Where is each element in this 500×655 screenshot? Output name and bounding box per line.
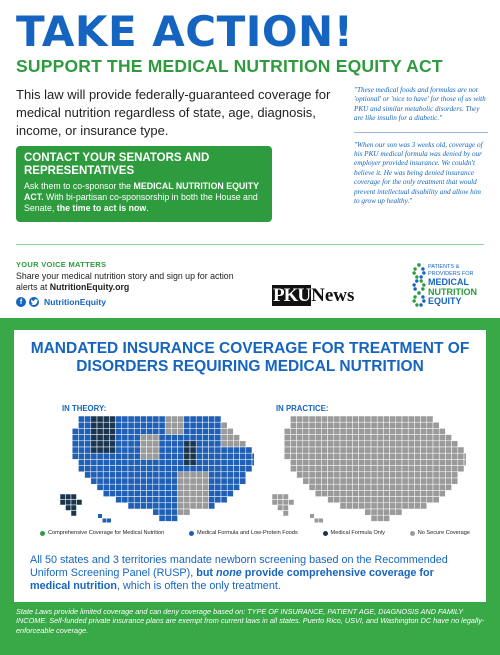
voice-text-body: Share your medical nutrition story and sign up for action alerts at xyxy=(16,271,234,292)
legend-dot-formula-lowprotein xyxy=(189,531,194,536)
legend-dot-formula-only xyxy=(323,531,328,536)
quote-1: "These medical foods and formulas are not 'optional' or 'nice to have' for those of us with PKU and similar metabolic disorders. They are like insulin for a diabetic." xyxy=(354,86,486,123)
your-voice-section xyxy=(16,260,252,307)
legend-label-no-coverage: No Secure Coverage xyxy=(417,530,470,536)
legend-label-comprehensive: Comprehensive Coverage for Medical Nutrition xyxy=(48,530,165,536)
twitter-icon[interactable] xyxy=(29,297,39,307)
legend-label-formula-only: Medical Formula Only xyxy=(330,530,385,536)
facebook-icon[interactable]: f xyxy=(16,297,26,307)
map-legend xyxy=(40,530,470,536)
cta-body-text-3: . xyxy=(146,203,149,213)
coverage-card xyxy=(14,330,486,602)
page-subtitle: SUPPORT THE MEDICAL NUTRITION EQUITY ACT xyxy=(16,56,443,76)
legend-item-comprehensive xyxy=(40,530,164,536)
pp-line-2: PROVIDERS FOR xyxy=(428,270,474,277)
coverage-body-2: , which is often the only treatment. xyxy=(116,580,281,592)
cta-body-text-1: Ask them to co-sponsor the xyxy=(24,181,134,191)
helix-icon xyxy=(410,262,428,308)
voice-label: YOUR VOICE MATTERS xyxy=(16,260,107,269)
quote-2: "When our son was 3 weeks old, coverage of his PKU medical formula was denied by our employer provided insurance. We couldn't believe it. He was being denied insurance coverage for the only treatment that would prevent intellectual disability and allow him to grow up healthy." xyxy=(354,132,488,207)
legend-dot-comprehensive xyxy=(40,531,45,536)
pp-big-2: NUTRITION xyxy=(428,286,477,297)
social-links xyxy=(16,297,252,307)
pp-line-1: PATIENTS & xyxy=(428,264,460,270)
footnote: State Laws provide limited coverage and can deny coverage based on: TYPE OF INSURANCE, PATIENT AGE, DIAGNOSIS AND FAMILY INCOME. Self-funded private insurance plans are exempt from current laws in all states. Puerto Rico, USVI, and Washington DC have no legally-enforceable coverage. xyxy=(16,607,485,635)
legend-item-formula-lowprotein xyxy=(189,530,298,536)
top-section xyxy=(0,0,500,318)
coverage-body-1: All 50 states and 3 territories mandate newborn screening based on the Recommended Uniform Screening Panel (RUSP), xyxy=(30,554,448,579)
pp-big-3: EQUITY xyxy=(428,296,462,306)
pp-logo-big-text xyxy=(428,278,477,307)
pku-logo-mark: PKU xyxy=(273,285,311,306)
pp-logo-small-text xyxy=(428,264,474,277)
coverage-none: none xyxy=(216,567,242,579)
social-handle[interactable]: NutritionEquity xyxy=(44,297,107,307)
patients-providers-logo xyxy=(410,262,492,308)
pp-big-1: MEDICAL xyxy=(428,277,469,287)
website-link[interactable]: NutritionEquity.org xyxy=(49,282,130,292)
cta-act-name: MEDICAL NUTRITION EQUITY ACT. xyxy=(24,181,259,202)
cta-title: CONTACT YOUR SENATORS AND REPRESENTATIVES xyxy=(24,152,210,177)
cta-body xyxy=(24,181,264,214)
practice-us-map xyxy=(270,414,466,526)
voice-text xyxy=(16,271,252,293)
legend-item-no-coverage xyxy=(410,530,470,536)
in-theory-label: IN THEORY: xyxy=(62,404,107,413)
news-logo-word: News xyxy=(311,285,355,306)
section-divider xyxy=(16,244,484,245)
page-title: TAKE ACTION! xyxy=(16,7,354,56)
legend-label-formula-lowprotein: Medical Formula and Low-Protein Foods xyxy=(197,530,298,536)
coverage-title: MANDATED INSURANCE COVERAGE FOR TREATMENT OF DISORDERS REQUIRING MEDICAL NUTRITION xyxy=(30,340,470,375)
intro-text: This law will provide federally-guaranteed coverage for medical nutrition regardless of state, age, diagnosis, income, or insurance type. xyxy=(16,87,331,138)
legend-dot-no-coverage xyxy=(410,531,415,536)
contact-representatives-box xyxy=(16,146,272,222)
theory-us-map xyxy=(58,414,254,526)
coverage-but: but xyxy=(196,567,217,579)
in-practice-label: IN PRACTICE: xyxy=(276,404,329,413)
legend-item-formula-only xyxy=(323,530,385,536)
cta-time-to-act: the time to act is now xyxy=(56,203,147,213)
cta-body-text-2: With bi-partisan co-sponsorship in both the House and Senate, xyxy=(24,192,258,213)
testimonial-quotes xyxy=(354,86,488,206)
coverage-bold-2: provide comprehensive coverage for medical nutrition xyxy=(30,567,434,592)
pku-news-logo xyxy=(272,286,354,306)
coverage-body-text xyxy=(30,554,470,593)
